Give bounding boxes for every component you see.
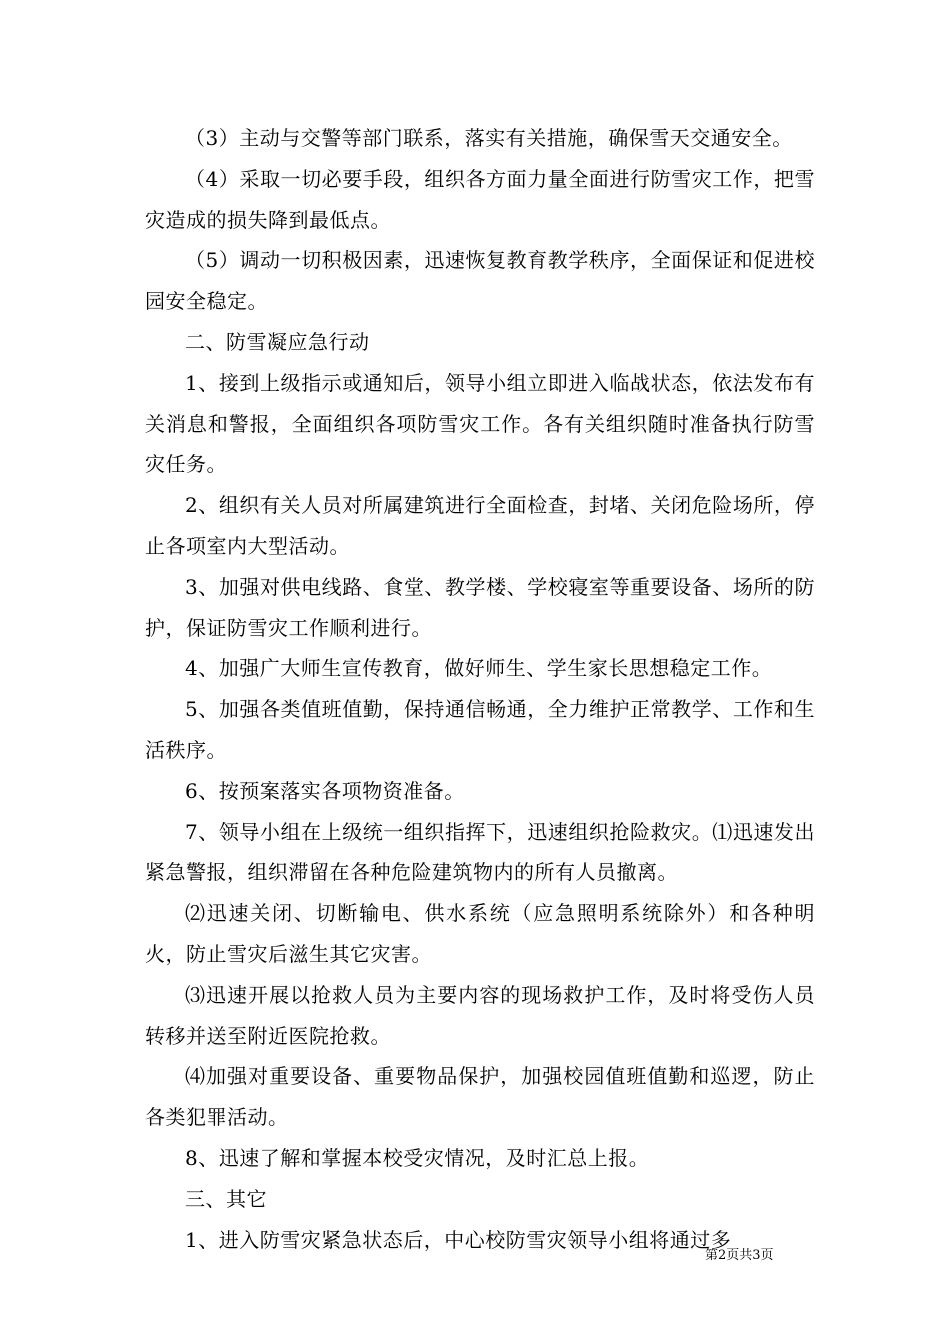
paragraph: 3、加强对供电线路、食堂、教学楼、学校寝室等重要设备、场所的防护，保证防雪灾工作顺利进行。: [145, 574, 815, 640]
paragraph: ⑷加强对重要设备、重要物品保护，加强校园值班值勤和巡逻，防止各类犯罪活动。: [145, 1064, 815, 1130]
page-number-label: 第2页共3页: [705, 1248, 774, 1263]
page-footer: [705, 1247, 774, 1265]
section-heading: 三、其它: [185, 1186, 267, 1211]
paragraph: （3）主动与交警等部门联系，落实有关措施，确保雪天交通安全。: [185, 126, 793, 150]
paragraph: （5）调动一切积极因素，迅速恢复教育教学秩序，全面保证和促进校园安全稳定。: [145, 248, 815, 314]
document-body: [145, 118, 815, 1260]
paragraph: 2、组织有关人员对所属建筑进行全面检查，封堵、关闭危险场所，停止各项室内大型活动。: [145, 493, 815, 558]
paragraph: 6、按预案落实各项物资准备。: [185, 778, 465, 803]
paragraph: 1、进入防雪灾紧急状态后，中心校防雪灾领导小组将通过多: [185, 1227, 732, 1252]
paragraph: ⑶迅速开展以抢救人员为主要内容的现场救护工作，及时将受伤人员转移并送至附近医院抢救。: [145, 982, 815, 1048]
paragraph: 8、迅速了解和掌握本校受灾情况，及时汇总上报。: [185, 1145, 650, 1170]
section-heading: 二、防雪凝应急行动: [185, 329, 370, 354]
paragraph: 7、领导小组在上级统一组织指挥下，迅速组织抢险救灾。⑴迅速发出紧急警报，组织滞留在各种危险建筑物内的所有人员撤离。: [145, 819, 815, 885]
paragraph: 5、加强各类值班值勤，保持通信畅通，全力维护正常教学、工作和生活秩序。: [145, 697, 815, 762]
paragraph: 1、接到上级指示或通知后，领导小组立即进入临战状态，依法发布有关消息和警报，全面组织各项防雪灾工作。各有关组织随时准备执行防雪灾任务。: [145, 370, 815, 477]
paragraph: ⑵迅速关闭、切断输电、供水系统（应急照明系统除外）和各种明火，防止雪灾后滋生其它灾害。: [145, 901, 815, 966]
paragraph: （4）采取一切必要手段，组织各方面力量全面进行防雪灾工作，把雪灾造成的损失降到最低点。: [145, 166, 815, 232]
paragraph: 4、加强广大师生宣传教育，做好师生、学生家长思想稳定工作。: [185, 656, 773, 681]
